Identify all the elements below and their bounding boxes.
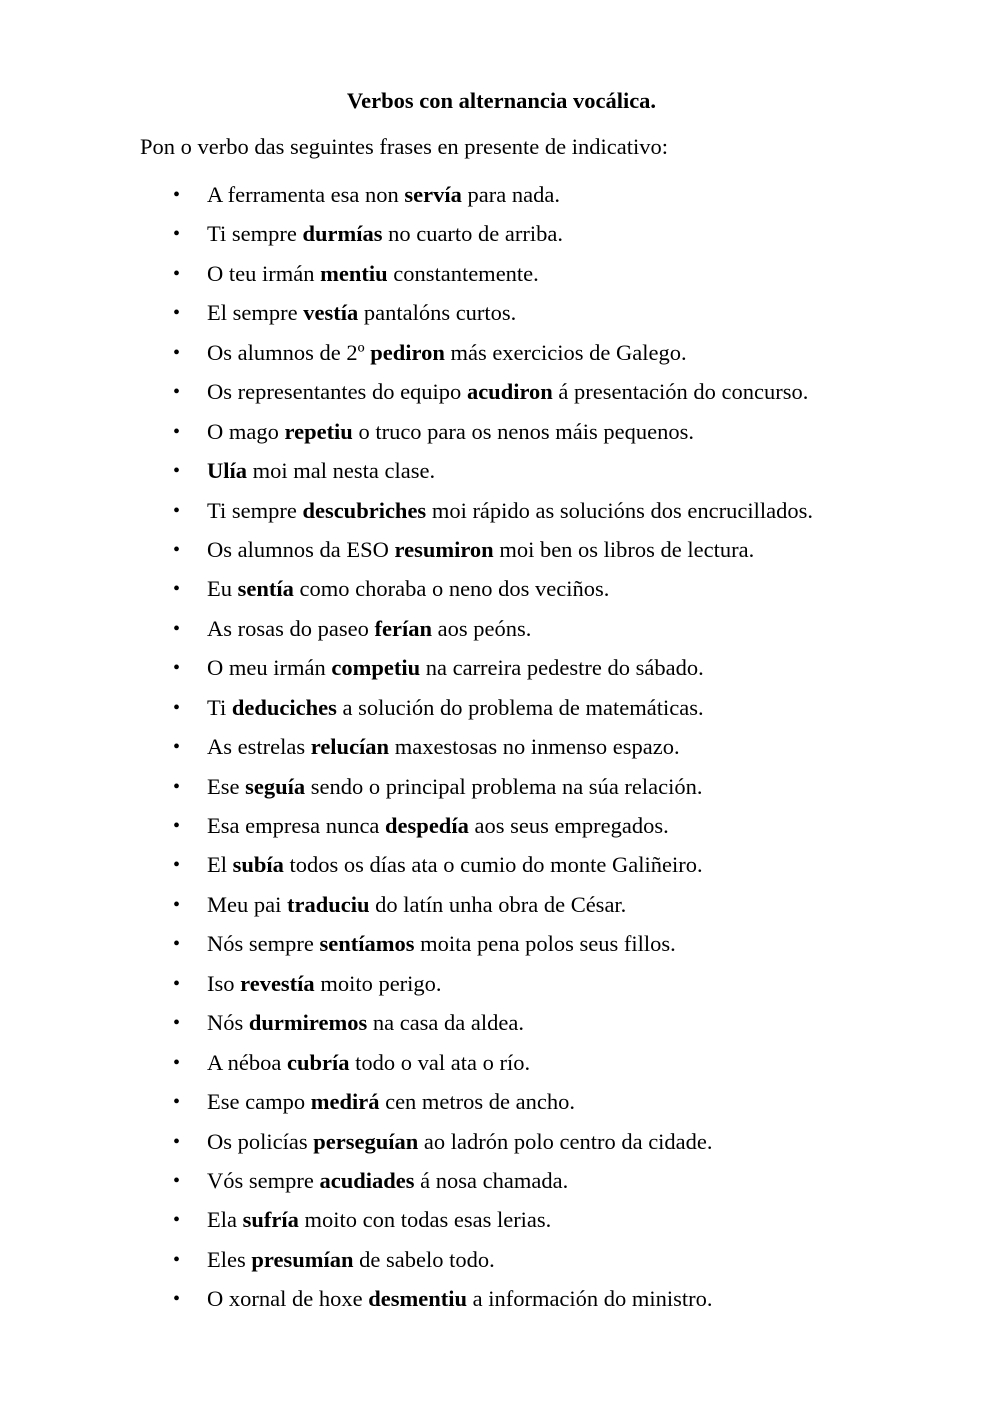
verb-to-conjugate: sufría [242, 1207, 299, 1233]
bullet-icon: • [173, 775, 181, 798]
verb-to-conjugate: competiu [331, 655, 421, 681]
exercise-item [0, 496, 813, 535]
verb-to-conjugate: resumiron [394, 536, 494, 562]
bullet-icon: • [173, 460, 181, 483]
sentence-text-before: Ese [207, 773, 246, 799]
sentence-text-after: cen metros de ancho. [379, 1089, 575, 1115]
exercise-item [0, 969, 813, 1008]
sentence-text-after: a información do ministro. [466, 1286, 713, 1312]
sentence-text-after: do latín unha obra de César. [369, 891, 627, 917]
exercise-item [0, 219, 813, 258]
sentence-text-before: Ti sempre [207, 497, 303, 523]
verb-to-conjugate: durmías [302, 221, 383, 247]
sentence-text-after: sendo o principal problema na súa relación. [305, 773, 703, 799]
verb-to-conjugate: descubriches [302, 497, 427, 523]
sentence-text-after: aos seus empregados. [468, 813, 669, 838]
sentence-text-after: á nosa chamada. [414, 1167, 569, 1193]
bullet-icon: • [173, 538, 181, 561]
sentence-text-before: Vós sempre [207, 1167, 320, 1193]
bullet-icon: • [173, 1248, 181, 1271]
sentence-text-after: moi ben os libros de lectura. [493, 536, 755, 562]
bullet-icon: • [173, 1130, 181, 1153]
sentence-text-after: o truco para os nenos máis pequenos. [352, 418, 694, 444]
sentence-text-after: aos peóns. [431, 615, 532, 641]
sentence-text-before: As estrelas [207, 734, 311, 760]
bullet-icon: • [173, 1012, 181, 1035]
exercise-list [0, 180, 813, 1324]
verb-to-conjugate: vestía [303, 300, 359, 326]
bullet-icon: • [173, 1288, 181, 1311]
bullet-icon: • [173, 341, 181, 364]
sentence-text-before: El sempre [207, 300, 304, 326]
sentence-text-after: para nada. [461, 182, 560, 207]
exercise-item [0, 1205, 813, 1244]
bullet-icon: • [173, 184, 181, 206]
sentence-text-before: Os policías [207, 1128, 314, 1154]
bullet-icon: • [173, 815, 181, 837]
sentence-text-before: Os alumnos da ESO [207, 536, 395, 562]
sentence-text-after: ao ladrón polo centro da cidade. [418, 1128, 713, 1154]
exercise-item [0, 811, 813, 850]
exercise-item [0, 850, 813, 889]
bullet-icon: • [173, 933, 181, 956]
verb-to-conjugate: revestía [240, 970, 315, 996]
verb-to-conjugate: Ulía [207, 458, 248, 484]
verb-to-conjugate: cubría [286, 1049, 350, 1075]
bullet-icon: • [173, 972, 181, 995]
verb-to-conjugate: perseguían [313, 1128, 419, 1154]
sentence-text-before: El [207, 852, 233, 878]
verb-to-conjugate: medirá [310, 1089, 380, 1115]
sentence-text-before: Eu [207, 576, 238, 602]
exercise-item [0, 298, 813, 337]
sentence-text-after: moi rápido as solucións dos encrucillados. [426, 497, 813, 523]
exercise-item [0, 614, 813, 653]
bullet-icon: • [173, 381, 181, 404]
verb-to-conjugate: ferían [374, 615, 432, 641]
sentence-text-after: no cuarto de arriba. [382, 221, 563, 247]
sentence-text-before: O xornal de hoxe [207, 1286, 369, 1312]
exercise-item [0, 772, 813, 811]
sentence-text-after: a solución do problema de matemáticas. [336, 694, 704, 720]
exercise-item [0, 417, 813, 456]
exercise-item [0, 1166, 813, 1205]
sentence-text-after: todos os días ata o cumio do monte Galiñeiro. [283, 852, 703, 878]
verb-to-conjugate: traduciu [286, 891, 370, 917]
bullet-icon: • [173, 1091, 181, 1114]
exercise-item [0, 574, 813, 613]
exercise-item [0, 456, 813, 495]
exercise-item [0, 535, 813, 574]
sentence-text-before: Meu pai [207, 891, 287, 917]
exercise-item [0, 653, 813, 692]
exercise-item [0, 377, 813, 416]
sentence-text-after: como choraba o neno dos veciños. [293, 576, 610, 602]
exercise-item [0, 890, 813, 929]
sentence-text-before: Ti [207, 694, 232, 720]
verb-to-conjugate: mentiu [320, 260, 388, 286]
exercise-item [0, 929, 813, 968]
verb-to-conjugate: servía [404, 182, 462, 207]
sentence-text-after: moi mal nesta clase. [247, 458, 436, 484]
bullet-icon: • [173, 1051, 181, 1074]
verb-to-conjugate: sentíamos [319, 931, 415, 957]
bullet-icon: • [173, 736, 181, 759]
bullet-icon: • [173, 578, 181, 601]
exercise-item [0, 732, 813, 771]
sentence-text-after: pantalóns curtos. [358, 300, 517, 326]
bullet-icon: • [173, 420, 181, 443]
sentence-text-after: todo o val ata o río. [349, 1049, 531, 1075]
verb-to-conjugate: relucían [310, 734, 390, 760]
sentence-text-before: O meu irmán [207, 655, 332, 681]
sentence-text-before: Os representantes do equipo [207, 379, 467, 405]
sentence-text-before: Ti sempre [207, 221, 303, 247]
bullet-icon: • [173, 696, 181, 719]
exercise-item [0, 180, 813, 219]
exercise-item [0, 338, 813, 377]
verb-to-conjugate: presumían [251, 1246, 354, 1272]
sentence-text-before: Ela [207, 1207, 243, 1233]
sentence-text-after: na carreira pedestre do sábado. [420, 655, 704, 681]
bullet-icon: • [173, 1209, 181, 1232]
sentence-text-before: Os alumnos de 2º [207, 339, 371, 365]
verb-to-conjugate: acudiron [466, 379, 553, 405]
verb-to-conjugate: sentía [237, 576, 294, 602]
sentence-text-after: moita pena polos seus fillos. [414, 931, 676, 957]
verb-to-conjugate: acudiades [319, 1167, 415, 1193]
sentence-text-after: constantemente. [387, 260, 539, 286]
bullet-icon: • [173, 1169, 181, 1192]
sentence-text-before: O teu irmán [207, 260, 321, 286]
sentence-text-before: Iso [207, 970, 241, 996]
sentence-text-before: Ese campo [207, 1089, 311, 1115]
sentence-text-before: As rosas do paseo [207, 615, 375, 641]
exercise-item [0, 1127, 813, 1166]
sentence-text-after: de sabelo todo. [353, 1246, 495, 1272]
sentence-text-before: Eles [207, 1246, 252, 1272]
verb-to-conjugate: deduciches [231, 694, 337, 720]
verb-to-conjugate: despedía [385, 813, 469, 838]
bullet-icon: • [173, 499, 181, 522]
document-title: Verbos con alternancia vocálica. [346, 88, 657, 113]
verb-to-conjugate: subía [232, 852, 284, 878]
exercise-item [0, 259, 813, 298]
bullet-icon: • [173, 262, 181, 285]
exercise-item [0, 1087, 813, 1126]
sentence-text-before: Esa empresa nunca [207, 813, 386, 838]
sentence-text-before: Nós sempre [207, 931, 320, 957]
sentence-text-after: moito perigo. [314, 970, 442, 996]
bullet-icon: • [173, 302, 181, 325]
bullet-icon: • [173, 617, 181, 640]
bullet-icon: • [173, 223, 181, 246]
bullet-icon: • [173, 893, 181, 916]
sentence-text-before: A néboa [207, 1049, 287, 1075]
verb-to-conjugate: desmentiu [368, 1286, 467, 1312]
sentence-text-before: O mago [207, 418, 285, 444]
sentence-text-after: más exercicios de Galego. [444, 339, 687, 365]
exercise-instruction: Pon o verbo das seguintes frases en presente de indicativo: [140, 134, 668, 159]
sentence-text-after: maxestosas no inmenso espazo. [389, 734, 680, 760]
sentence-text-before: Nós [207, 1010, 249, 1036]
verb-to-conjugate: durmiremos [248, 1010, 368, 1036]
verb-to-conjugate: repetiu [284, 418, 353, 444]
sentence-text-after: moito con todas esas lerias. [298, 1207, 552, 1233]
sentence-text-before: A ferramenta esa non [207, 182, 405, 207]
bullet-icon: • [173, 657, 181, 680]
bullet-icon: • [173, 854, 181, 877]
exercise-item [0, 1048, 813, 1087]
exercise-item [0, 1245, 813, 1284]
sentence-text-after: na casa da aldea. [367, 1010, 524, 1036]
verb-to-conjugate: pediron [370, 339, 445, 365]
exercise-item [0, 693, 813, 732]
exercise-item [0, 1008, 813, 1047]
exercise-item [0, 1284, 813, 1323]
verb-to-conjugate: seguía [245, 773, 306, 799]
sentence-text-after: á presentación do concurso. [552, 379, 809, 405]
